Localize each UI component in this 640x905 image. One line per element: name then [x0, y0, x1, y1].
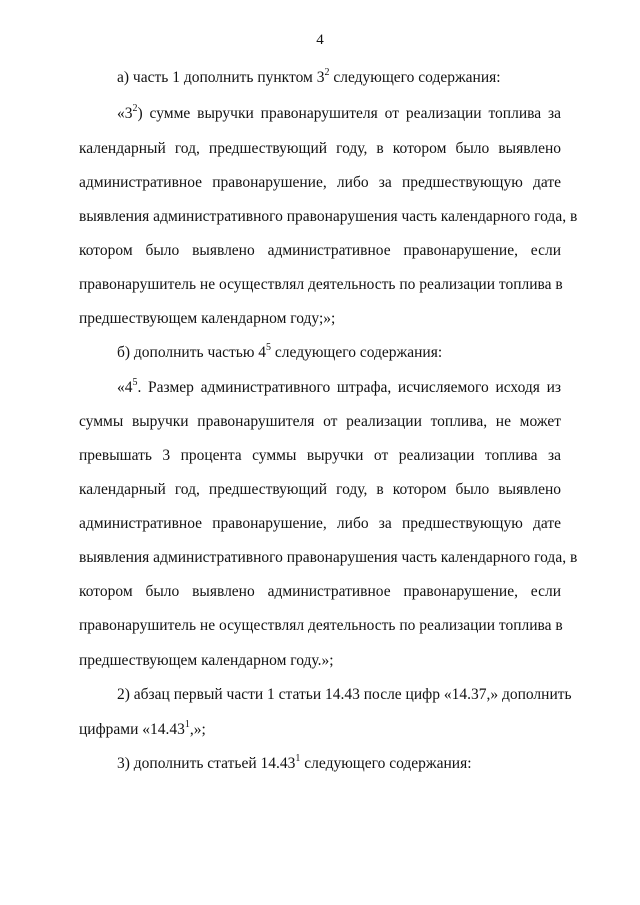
page-number: 4 [316, 32, 324, 48]
paragraph-b-quote-line-5: административное правонарушение, либо за предшествующую дате [79, 515, 561, 532]
paragraph-b-heading: б) дополнить частью $4^5$ следующего содержания: [117, 341, 443, 361]
paragraph-b-quote-line-1: «$4^5$. Размер административного штрафа, исчисляемого исходя из [117, 376, 561, 396]
paragraph-2-line-2: цифрами «14.43$^1$,»; [79, 718, 206, 738]
paragraph-b-quote-line-7: котором было выявлено административное правонарушение, если [79, 583, 561, 600]
paragraph-b-quote-line-8: правонарушитель не осуществлял деятельность по реализации топлива в [79, 617, 563, 634]
paragraph-a-quote-line-3: административное правонарушение, либо за предшествующую дате [79, 174, 561, 191]
paragraph-3-heading: 3) дополнить статьей 14.43$^1$ следующего содержания: [117, 752, 472, 772]
paragraph-a-quote-line-1: «$3^2$) сумме выручки правонарушителя от реализации топлива за [117, 102, 561, 122]
paragraph-b-quote-line-6: выявления административного правонарушения часть календарного года, в [79, 549, 578, 566]
paragraph-a-quote-line-7: предшествующем календарном году;»; [79, 310, 336, 327]
paragraph-a-quote-line-6: правонарушитель не осуществлял деятельность по реализации топлива в [79, 276, 563, 293]
paragraph-b-quote-line-9: предшествующем календарном году.»; [79, 652, 334, 669]
paragraph-b-quote-line-3: превышать 3 процента суммы выручки от реализации топлива за [79, 447, 561, 464]
paragraph-b-quote-line-4: календарный год, предшествующий году, в котором было выявлено [79, 481, 561, 498]
paragraph-a-heading: а) часть 1 дополнить пунктом $3^2$ следующего содержания: [117, 66, 501, 86]
paragraph-a-quote-line-4: выявления административного правонарушения часть календарного года, в [79, 208, 578, 225]
paragraph-a-quote-line-2: календарный год, предшествующий году, в котором было выявлено [79, 140, 561, 157]
paragraph-b-quote-line-2: суммы выручки правонарушителя от реализации топлива, не может [79, 413, 561, 430]
paragraph-a-quote-line-5: котором было выявлено административное правонарушение, если [79, 242, 561, 259]
paragraph-2-line-1: 2) абзац первый части 1 статьи 14.43 после цифр «14.37,» дополнить [117, 686, 572, 703]
